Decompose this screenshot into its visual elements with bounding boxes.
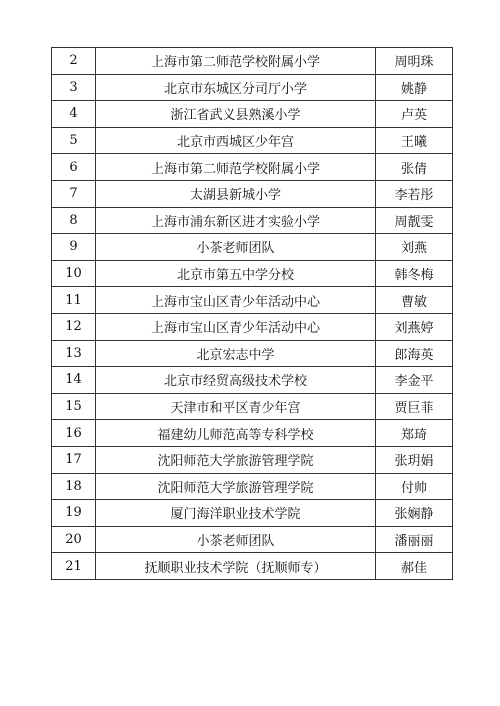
person-name-cell: 刘燕 bbox=[376, 234, 453, 261]
row-number-cell: 18 bbox=[52, 473, 96, 500]
table-row bbox=[52, 500, 453, 527]
person-name-cell: 贾巨菲 bbox=[376, 393, 453, 420]
person-name-cell: 周明珠 bbox=[376, 48, 453, 75]
row-number-cell: 17 bbox=[52, 446, 96, 473]
row-number-cell: 6 bbox=[52, 154, 96, 181]
table-row bbox=[52, 526, 453, 553]
person-name-cell: 郑琦 bbox=[376, 420, 453, 447]
organization-cell: 厦门海洋职业技术学院 bbox=[96, 500, 376, 527]
table-row bbox=[52, 340, 453, 367]
table-row bbox=[52, 367, 453, 394]
row-number-cell: 20 bbox=[52, 526, 96, 553]
organization-cell: 福建幼儿师范高等专科学校 bbox=[96, 420, 376, 447]
person-name-cell: 姚静 bbox=[376, 74, 453, 101]
organization-cell: 北京宏志中学 bbox=[96, 340, 376, 367]
table-row bbox=[52, 553, 453, 580]
person-name-cell: 李若彤 bbox=[376, 180, 453, 207]
table-row bbox=[52, 393, 453, 420]
person-name-cell: 张玥娟 bbox=[376, 446, 453, 473]
row-number-cell: 11 bbox=[52, 287, 96, 314]
person-name-cell: 付帅 bbox=[376, 473, 453, 500]
person-name-cell: 郝佳 bbox=[376, 553, 453, 580]
table-row bbox=[52, 127, 453, 154]
table-row bbox=[52, 420, 453, 447]
person-name-cell: 曹敏 bbox=[376, 287, 453, 314]
table-row bbox=[52, 446, 453, 473]
row-number-cell: 19 bbox=[52, 500, 96, 527]
person-name-cell: 周靓雯 bbox=[376, 207, 453, 234]
table-row bbox=[52, 260, 453, 287]
organization-cell: 上海市第二师范学校附属小学 bbox=[96, 48, 376, 75]
award-list-table bbox=[51, 47, 453, 580]
table-row bbox=[52, 101, 453, 128]
organization-cell: 北京市经贸高级技术学校 bbox=[96, 367, 376, 394]
organization-cell: 上海市第二师范学校附属小学 bbox=[96, 154, 376, 181]
organization-cell: 上海市宝山区青少年活动中心 bbox=[96, 313, 376, 340]
table-row bbox=[52, 180, 453, 207]
person-name-cell: 刘燕婷 bbox=[376, 313, 453, 340]
row-number-cell: 9 bbox=[52, 234, 96, 261]
person-name-cell: 卢英 bbox=[376, 101, 453, 128]
organization-cell: 小茶老师团队 bbox=[96, 234, 376, 261]
person-name-cell: 潘丽丽 bbox=[376, 526, 453, 553]
person-name-cell: 张倩 bbox=[376, 154, 453, 181]
organization-cell: 北京市东城区分司厅小学 bbox=[96, 74, 376, 101]
row-number-cell: 7 bbox=[52, 180, 96, 207]
organization-cell: 上海市浦东新区进才实验小学 bbox=[96, 207, 376, 234]
row-number-cell: 12 bbox=[52, 313, 96, 340]
person-name-cell: 郎海英 bbox=[376, 340, 453, 367]
table-row bbox=[52, 234, 453, 261]
organization-cell: 太湖县新城小学 bbox=[96, 180, 376, 207]
row-number-cell: 21 bbox=[52, 553, 96, 580]
row-number-cell: 10 bbox=[52, 260, 96, 287]
row-number-cell: 13 bbox=[52, 340, 96, 367]
table-row bbox=[52, 313, 453, 340]
person-name-cell: 张娴静 bbox=[376, 500, 453, 527]
organization-cell: 上海市宝山区青少年活动中心 bbox=[96, 287, 376, 314]
organization-cell: 北京市西城区少年宫 bbox=[96, 127, 376, 154]
table-row bbox=[52, 287, 453, 314]
row-number-cell: 5 bbox=[52, 127, 96, 154]
organization-cell: 天津市和平区青少年宫 bbox=[96, 393, 376, 420]
table-row bbox=[52, 473, 453, 500]
organization-cell: 沈阳师范大学旅游管理学院 bbox=[96, 446, 376, 473]
row-number-cell: 14 bbox=[52, 367, 96, 394]
row-number-cell: 4 bbox=[52, 101, 96, 128]
table-body bbox=[52, 48, 453, 580]
table-row bbox=[52, 74, 453, 101]
table-row bbox=[52, 48, 453, 75]
row-number-cell: 16 bbox=[52, 420, 96, 447]
organization-cell: 浙江省武义县熟溪小学 bbox=[96, 101, 376, 128]
table-row bbox=[52, 154, 453, 181]
organization-cell: 小茶老师团队 bbox=[96, 526, 376, 553]
person-name-cell: 王曦 bbox=[376, 127, 453, 154]
organization-cell: 北京市第五中学分校 bbox=[96, 260, 376, 287]
row-number-cell: 2 bbox=[52, 48, 96, 75]
organization-cell: 抚顺职业技术学院（抚顺师专） bbox=[96, 553, 376, 580]
person-name-cell: 李金平 bbox=[376, 367, 453, 394]
organization-cell: 沈阳师范大学旅游管理学院 bbox=[96, 473, 376, 500]
row-number-cell: 3 bbox=[52, 74, 96, 101]
row-number-cell: 8 bbox=[52, 207, 96, 234]
person-name-cell: 韩冬梅 bbox=[376, 260, 453, 287]
table-row bbox=[52, 207, 453, 234]
row-number-cell: 15 bbox=[52, 393, 96, 420]
